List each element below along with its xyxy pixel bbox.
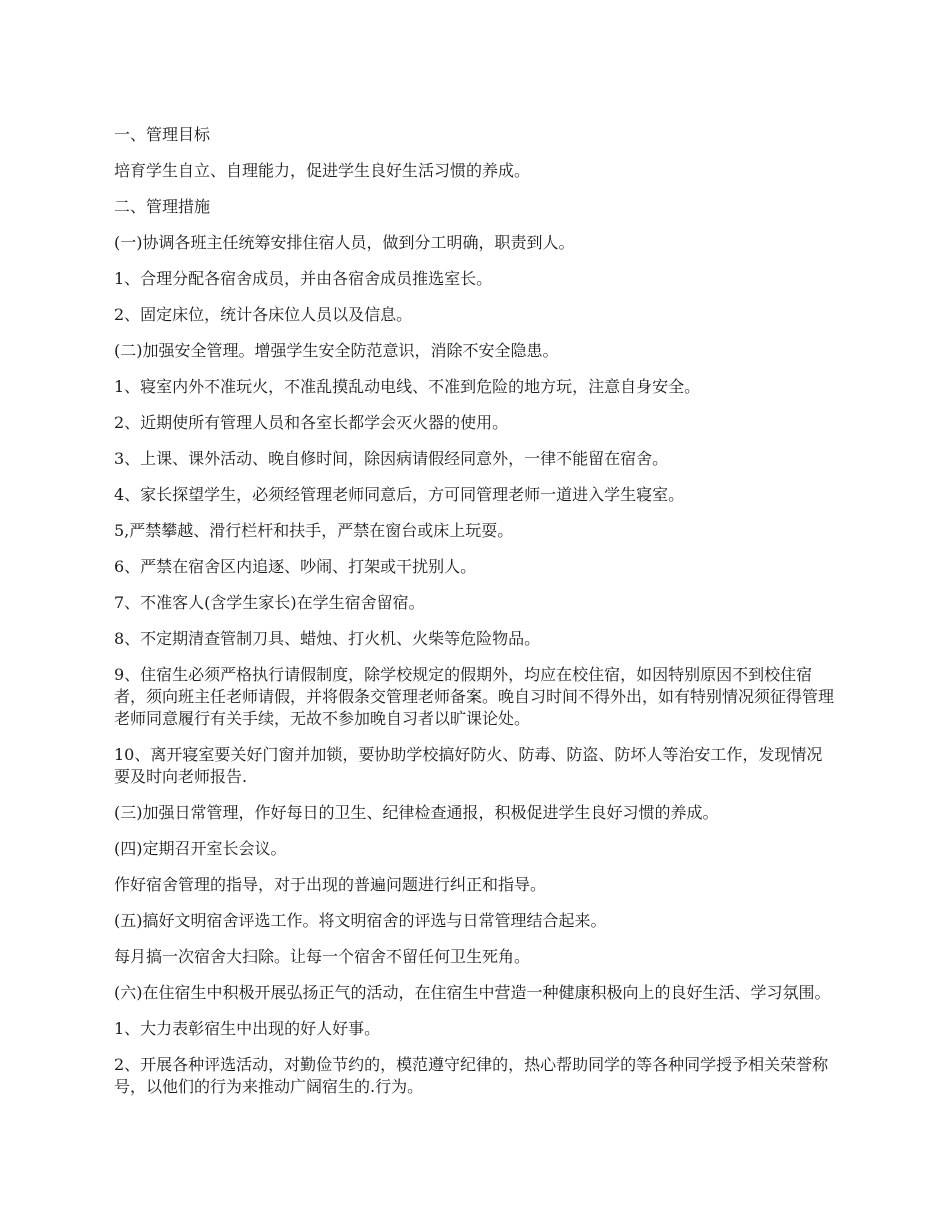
paragraph: (六)在住宿生中积极开展弘扬正气的活动，在住宿生中营造一种健康积极向上的良好生活、学习氛围。 — [114, 983, 831, 1002]
list-item: 8、不定期清查管制刀具、蜡烛、打火机、火柴等危险物品。 — [114, 629, 541, 648]
list-item: 1、大力表彰宿生中出现的好人好事。 — [114, 1019, 381, 1038]
paragraph: (二)加强安全管理。增强学生安全防范意识，消除不安全隐患。 — [114, 341, 559, 360]
document-body — [114, 124, 836, 1112]
list-item: 4、家长探望学生，必须经管理老师同意后，方可同管理老师一道进入学生寝室。 — [114, 485, 685, 504]
list-item: 5,严禁攀越、滑行栏杆和扶手，严禁在窗台或床上玩耍。 — [114, 521, 514, 540]
list-item: 1、寝室内外不准玩火，不准乱摸乱动电线、不准到危险的地方玩，注意自身安全。 — [114, 377, 701, 396]
list-item: 2、开展各种评选活动，对勤俭节约的，模范遵守纪律的，热心帮助同学的等各种同学授予相关荣誉称号，以他们的行为来推动广阔宿生的.行为。 — [114, 1055, 829, 1096]
list-item: 6、严禁在宿舍区内追逐、吵闹、打架或干扰别人。 — [114, 557, 477, 576]
list-item: 2、近期使所有管理人员和各室长都学会灭火器的使用。 — [114, 413, 509, 432]
list-item: 2、固定床位，统计各床位人员以及信息。 — [114, 305, 413, 324]
paragraph: (三)加强日常管理，作好每日的卫生、纪律检查通报，积极促进学生良好习惯的养成。 — [114, 803, 719, 822]
list-item: 10、离开寝室要关好门窗并加锁，要协助学校搞好防火、防毒、防盗、防坏人等治安工作，发现情况要及时向老师报告. — [114, 745, 823, 786]
heading-management-measures: 二、管理措施 — [114, 197, 211, 216]
list-item: 7、不准客人(含学生家长)在学生宿舍留宿。 — [114, 593, 425, 612]
list-item: 9、住宿生必须严格执行请假制度，除学校规定的假期外，均应在校住宿，如因特别原因不到校住宿者，须向班主任老师请假，并将假条交管理老师备案。晚自习时间不得外出，如有特别情况须征得管理老师同意履行有关手续，无故不参加晚自习者以旷课论处。 — [114, 665, 835, 728]
paragraph: (一)协调各班主任统筹安排住宿人员，做到分工明确，职责到人。 — [114, 233, 575, 252]
list-item: 3、上课、课外活动、晚自修时间，除因病请假经同意外，一律不能留在宿舍。 — [114, 449, 669, 468]
heading-management-goal: 一、管理目标 — [114, 125, 211, 144]
paragraph: 培育学生自立、自理能力，促进学生良好生活习惯的养成。 — [114, 161, 531, 180]
paragraph: 每月搞一次宿舍大扫除。让每一个宿舍不留任何卫生死角。 — [114, 947, 531, 966]
list-item: 1、合理分配各宿舍成员，并由各宿舍成员推选室长。 — [114, 269, 493, 288]
paragraph: (五)搞好文明宿舍评选工作。将文明宿舍的评选与日常管理结合起来。 — [114, 911, 607, 930]
paragraph: (四)定期召开室长会议。 — [114, 839, 287, 858]
paragraph: 作好宿舍管理的指导，对于出现的普遍问题进行纠正和指导。 — [114, 875, 547, 894]
